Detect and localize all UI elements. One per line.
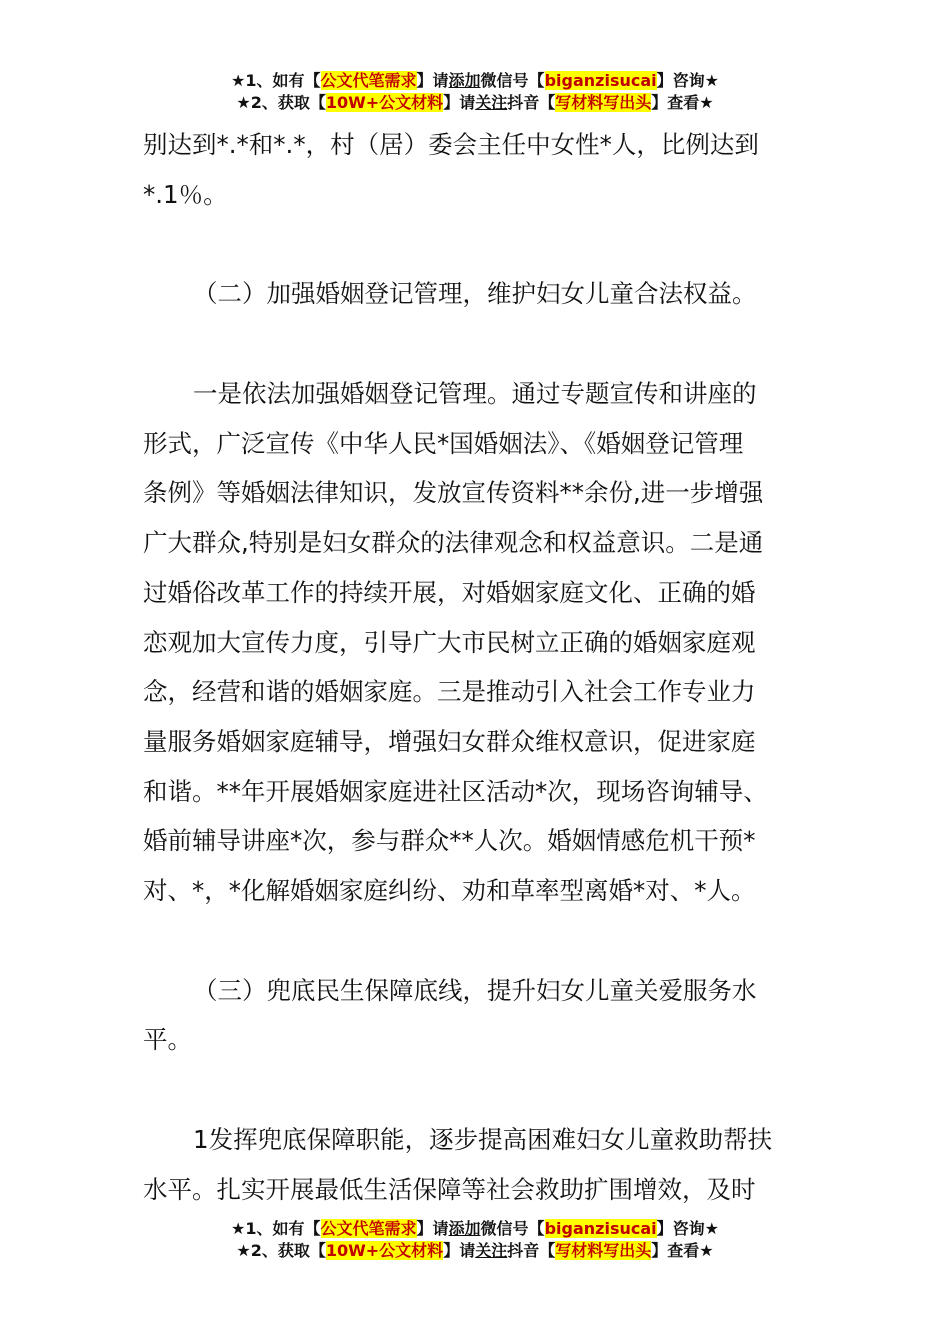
banner-text: 微信号【 [480, 1219, 545, 1238]
banner-text: 微信号【 [480, 71, 545, 90]
text-line: 水平。扎实开展最低生活保障等社会救助扩围增效，及时 [143, 1174, 756, 1204]
text-line: 和谐。**年开展婚姻家庭进社区活动*次，现场咨询辅导、 [143, 776, 768, 806]
text-line: 形式，广泛宣传《中华人民*国婚姻法》、《婚姻登记管理 [143, 428, 744, 458]
section-heading-3 [143, 966, 808, 1065]
top-watermark-banner [0, 70, 950, 114]
text-line: 条例》等婚姻法律知识，发放宣传资料**余份,进一步增强 [143, 478, 764, 508]
banner-text: 抖音【 [507, 1241, 556, 1260]
banner-line-2 [0, 1240, 950, 1262]
text-line: 1发挥兜底保障职能，逐步提高困难妇女儿童救助帮扶 [193, 1125, 773, 1154]
banner-text: 抖音【 [507, 93, 556, 112]
banner-suffix: 】咨询★ [656, 1219, 719, 1238]
banner-suffix: 】查看★ [651, 1241, 714, 1260]
section-heading-2 [143, 269, 808, 319]
text-line: 一是依法加强婚姻登记管理。通过专题宣传和讲座的 [193, 379, 757, 409]
banner-highlight: 公文代笔需求 [320, 71, 417, 90]
paragraph-marriage-registration [143, 369, 808, 916]
document-body [143, 120, 808, 1214]
banner-underlined-text: 添加 [448, 71, 481, 90]
banner-underlined-text: 关注 [475, 93, 508, 112]
banner-prefix: ★2、获取【 [236, 93, 326, 112]
text-line: *.1％。 [143, 179, 228, 209]
banner-suffix: 】咨询★ [656, 71, 719, 90]
text-line: 别达到*.*和*.*，村（居）委会主任中女性*人，比例达到 [143, 130, 759, 159]
text-line: 婚前辅导讲座*次，参与群众**人次。婚姻情感危机干预* [143, 826, 756, 856]
text-line: 对、*，*化解婚姻家庭纠纷、劝和草率型离婚*对、*人。 [143, 875, 756, 905]
banner-highlight: 10W+公文材料 [325, 93, 444, 112]
heading-line: 平。 [143, 1025, 192, 1055]
banner-prefix: ★1、如有【 [231, 71, 321, 90]
paragraph-continuation [143, 120, 808, 219]
banner-underlined-text: 添加 [448, 1219, 481, 1238]
banner-highlight: 写材料写出头 [555, 1241, 652, 1260]
text-line: 量服务婚姻家庭辅导，增强妇女群众维权意识，促进家庭 [143, 726, 756, 756]
bottom-watermark-banner [0, 1218, 950, 1262]
banner-text: 】请 [416, 71, 449, 90]
banner-line-2 [0, 92, 950, 114]
text-line: 广大群众,特别是妇女群众的法律观念和权益意识。二是通 [143, 528, 764, 558]
banner-highlight: 10W+公文材料 [325, 1241, 444, 1260]
banner-underlined-text: 关注 [475, 1241, 508, 1260]
banner-prefix: ★2、获取【 [236, 1241, 326, 1260]
banner-highlight: biganzisucai [544, 71, 657, 90]
banner-highlight: 写材料写出头 [555, 93, 652, 112]
banner-highlight: 公文代笔需求 [320, 1219, 417, 1238]
banner-text: 】请 [443, 1241, 476, 1260]
banner-line-1 [0, 70, 950, 92]
banner-text: 】请 [443, 93, 476, 112]
paragraph-social-assistance [143, 1115, 808, 1214]
text-line: 念，经营和谐的婚姻家庭。三是推动引入社会工作专业力 [143, 677, 756, 707]
text-line: 过婚俗改革工作的持续开展，对婚姻家庭文化、正确的婚 [143, 577, 756, 607]
text-line: 恋观加大宣传力度，引导广大市民树立正确的婚姻家庭观 [143, 627, 756, 657]
banner-prefix: ★1、如有【 [231, 1219, 321, 1238]
banner-highlight: biganzisucai [544, 1219, 657, 1238]
heading-line: （二）加强婚姻登记管理，维护妇女儿童合法权益。 [193, 279, 757, 309]
banner-suffix: 】查看★ [651, 93, 714, 112]
banner-text: 】请 [416, 1219, 449, 1238]
heading-line: （三）兜底民生保障底线，提升妇女儿童关爱服务水 [193, 975, 757, 1005]
banner-line-1 [0, 1218, 950, 1240]
